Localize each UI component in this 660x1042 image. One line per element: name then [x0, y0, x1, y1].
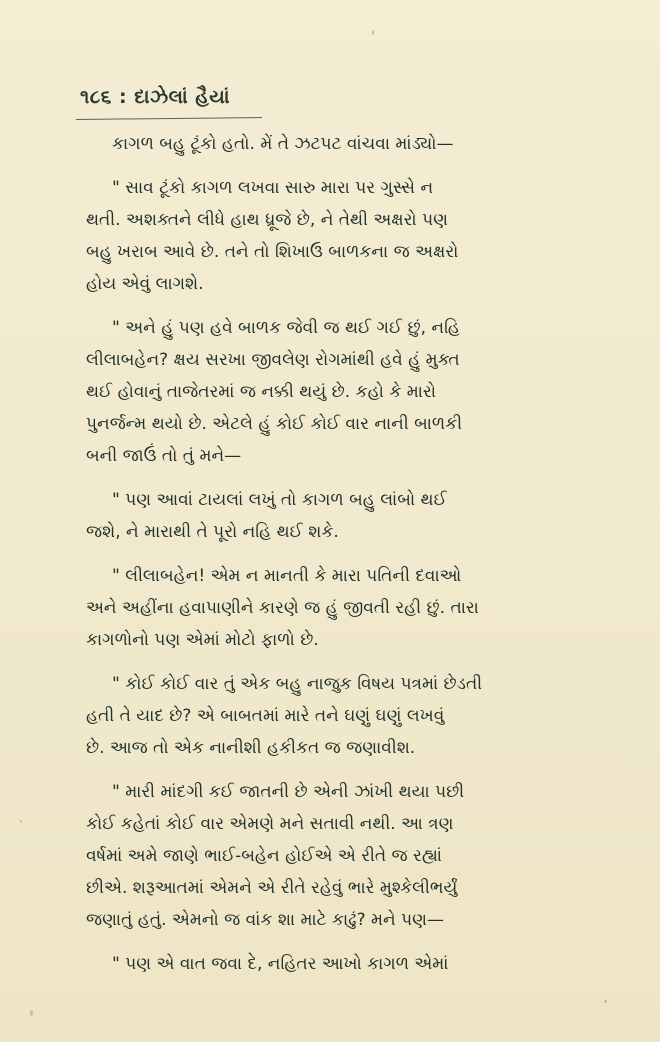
paper-speck — [604, 1000, 607, 1003]
text-line: બહુ ખરાબ આવે છે. તને તો શિખાઉ બાળકના જ અક્ષરો — [86, 242, 459, 262]
paragraph-4 — [86, 484, 594, 548]
text-line: અને અહીંના હવાપાણીને કારણે જ હું જીવતી રહી છું. તારા — [86, 598, 479, 618]
text-line: લીલાબહેન? ક્ષય સરખા જીવલેણ રોગમાંથી હવે હું મુક્ત — [86, 350, 460, 370]
paper-speck — [372, 30, 374, 35]
text-line: હતી તે યાદ છે? એ બાબતમાં મારે તને ઘણું ઘણું લખવું — [86, 706, 445, 726]
text-line: " પણ એ વાત જવા દે, નહિતર આખો કાગળ એમાં — [112, 954, 449, 974]
page-header: ૧૮૬ : દાઝેલાં હૈયાં — [80, 86, 230, 108]
text-line: " લીલાબહેન! એમ ન માનતી કે મારા પતિની દવાઓ — [112, 566, 462, 586]
paragraph-1 — [86, 128, 594, 160]
paper-speck — [30, 1010, 33, 1016]
text-line: " કોઈ કોઈ વાર તું એક બહુ નાજુક વિષય પત્રમાં છેડતી — [112, 674, 483, 694]
text-line: થતી. અશક્તને લીધે હાથ ધ્રૂજે છે, ને તેથી અક્ષરો પણ — [86, 210, 448, 230]
paragraph-7 — [86, 776, 594, 936]
page-body — [86, 128, 594, 992]
text-line: કાગળોનો પણ એમાં મોટો ફાળો છે. — [86, 630, 319, 650]
text-line: " મારી માંદગી કઈ જાતની છે એની ઝાંખી થયા પછી — [112, 782, 465, 802]
paragraph-8 — [86, 948, 594, 980]
text-line: જણાતું હતું. એમનો જ વાંક શા માટે કાઢું? મને પણ— — [86, 910, 444, 930]
header-underline — [76, 117, 262, 120]
text-line: જશે, ને મારાથી તે પૂરો નહિ થઈ શકે. — [86, 522, 339, 542]
paragraph-3 — [86, 312, 594, 472]
text-line: " સાવ ટૂંકો કાગળ લખવા સારુ મારા પર ગુસ્સે ન — [112, 178, 434, 198]
text-line: છે. આજ તો એક નાનીશી હકીકત જ જણાવીશ. — [86, 738, 416, 758]
text-line: બની જાઉં તો તું મને— — [86, 446, 242, 466]
text-line: પુનર્જન્મ થયો છે. એટલે હું કોઈ કોઈ વાર નાની બાળકી — [86, 414, 463, 434]
paragraph-6 — [86, 668, 594, 764]
text-line: છીએ. શરૂઆતમાં એમને એ રીતે રહેવું ભારે મુશ્કેલીભર્યું — [86, 878, 458, 898]
paper-speck — [20, 820, 22, 823]
text-line: થઈ હોવાનું તાજેતરમાં જ નક્કી થયું છે. કહો કે મારો — [86, 382, 436, 402]
text-line: " પણ આવાં ટાયલાં લખું તો કાગળ બહુ લાંબો થઈ — [112, 490, 447, 510]
text-line: " અને હું પણ હવે બાળક જેવી જ થઈ ગઈ છું, નહિ — [112, 318, 461, 338]
text-line: હોય એવું લાગશે. — [86, 274, 204, 294]
paragraph-2 — [86, 172, 594, 300]
text-line: વર્ષમાં અમે જાણે ભાઈ-બહેન હોઈએ એ રીતે જ રહ્યાં — [86, 846, 442, 866]
paragraph-5 — [86, 560, 594, 656]
text-line: કાગળ બહુ ટૂંકો હતો. મેં તે ઝટપટ વાંચવા માંડ્યો— — [112, 134, 454, 154]
text-line: કોઈ કહેતાં કોઈ વાર એમણે મને સતાવી નથી. આ ત્રણ — [86, 814, 454, 834]
